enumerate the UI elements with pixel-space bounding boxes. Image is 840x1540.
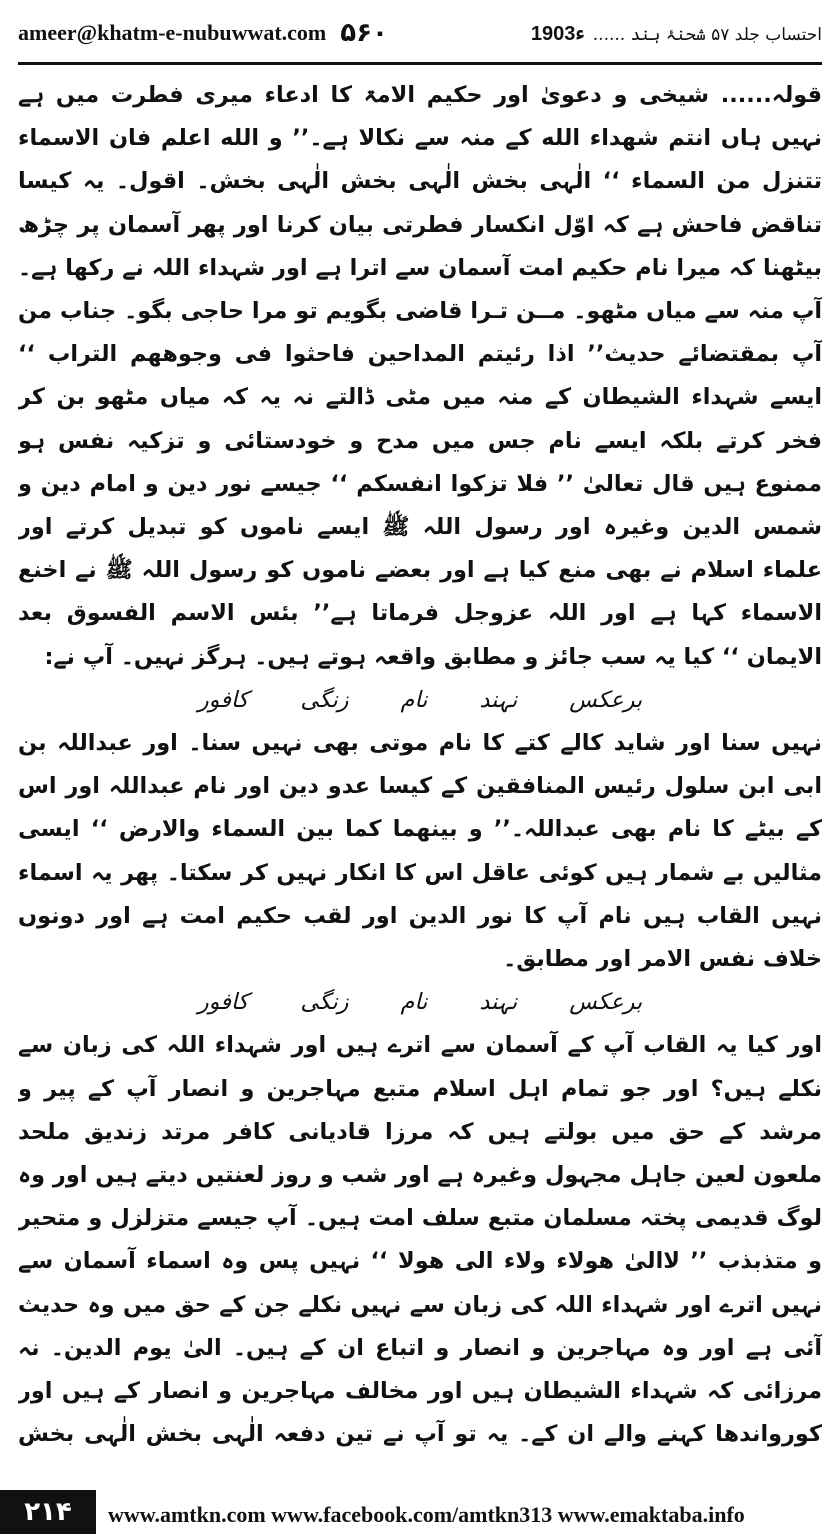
verse-word: برعکس [569,989,643,1016]
verse-word: زنگی [300,989,349,1016]
header-right [531,21,822,46]
header-page-number: ۵۶۰ [340,18,388,48]
header-divider [18,62,822,65]
verse-word: نام [400,989,428,1016]
paragraph-2: نہیں سنا اور شاید کالے کتے کا نام موتی بھی نہیں سنا۔ اور عبداللہ بن ابی ابن سلول رئیس المنافقین کے کیسا عدو دین اور نام عبداللہ اور اس کے بیٹے کا نام بھی عبداللہ۔’’ و بینھما کما بین السماء والارض ‘‘ ایسی مثالیں بے شمار ہیں کوئی عاقل اس کا انکار نہیں کر سکتا۔ پھر یہ اسماء نہیں القاب ہیں نام آپ کا نور الدین اور لقب حکیم امت ہے اور دونوں خلاف نفس الامر اور مطابق۔ [18,730,822,973]
verse-word: نہند [479,686,518,713]
verse-line-1 [18,679,822,722]
verse-word: برعکس [569,686,643,713]
page-header [18,8,822,58]
page-body [18,74,822,1458]
verse-word: نہند [479,989,518,1016]
page-footer [0,1488,840,1540]
paragraph-3: اور کیا یہ القاب آپ کے آسمان سے اترے ہیں اور شہداء اللہ کی زبان سے نکلے ہیں؟ اور جو تمام اہل اسلام متبع مہاجرین و انصار آپ کے پیر و مرشد کے حق میں بولتے ہیں کہ مرزا قادیانی کافر مرتد زندیق ملحد ملعون لعین جاہل مجہول وغیرہ ہے اور شب و روز لعنتیں دیتے ہیں اور وہ لوگ قدیمی پختہ مسلمان متبع سلف امت ہیں۔ آپ جیسے متزلزل و متحیر و متذبذب ’’ لاالیٰ ھولاء ولاء الی ھولا ‘‘ نہیں پس وہ اسماء آسمان سے نہیں اترے اور شہداء اللہ کی زبان سے نہیں نکلے جن کے حق میں وہ حدیث آئی ہے اور وہ مہاجرین و انصار و اتباع ان کے ہیں۔ الیٰ یوم الدین۔ نہ مرزائی کہ شہداء الشیطان ہیں اور مخالف مہاجرین و انصار کے ہیں اور کورواندھا کہنے والے ان کے۔ یہ تو آپ نے تین دفعہ الٰہی بخش الٰہی بخش [18,1032,822,1448]
header-left [18,18,388,48]
verse-line-2 [18,981,822,1024]
verse-word: کافور [197,989,249,1016]
verse-word: کافور [197,686,249,713]
footer-website-links: www.amtkn.com www.facebook.com/amtkn313 www.emaktaba.info [108,1502,745,1527]
header-book-title: احتساب جلد ۵۷ شحنۂ ہند ...... [592,24,822,45]
header-year: 1903ء [530,22,585,45]
paragraph-1: قولہ...... شیخی و دعویٰ اور حکیم الامۃ کا ادعاء میری فطرت میں ہے نہیں ہاں انتم شھداء الله کے منہ سے نکالا ہے۔’’ و الله اعلم فان الاسماء تتنزل من السماء ‘‘ الٰہی بخش الٰہی بخش الٰہی بخش۔ اقول۔ یہ کیسا تناقض فاحش ہے کہ اوّل انکسار فطرتی بیان کرنا اور پھر آسمان پر چڑھ بیٹھنا کہ میرا نام حکیم امت آسمان سے اترا ہے اور شہداء اللہ نے رکھا ہے۔ آپ منہ سے میاں مٹھو۔ مــن تـرا قاضی بگویم تو مرا حاجی بگو۔ جناب من آپ بمقتضائے حدیث’’ اذا رئیتم المداحین فاحثوا فی وجوھھم التراب ‘‘ ایسے شہداء الشیطان کے منہ میں مٹی ڈالتے نہ یہ کہ میاں مٹھو بن کر فخر کرتے بلکہ ایسے نام جس میں مدح و خودستائی و تزکیہ نفس ہو ممنوع ہیں قال تعالیٰ ’’ فلا تزکوا انفسکم ‘‘ جیسے نور دین و امام دین و شمس الدین وغیرہ اور رسول اللہ ﷺ ایسے ناموں کو تبدیل کرتے اور علماء اسلام نے بھی منع کیا ہے اور بعضے ناموں کو رسول اللہ ﷺ نے اخنع الاسماء کہا ہے اور اللہ عزوجل فرماتا ہے’’ بئس الاسم الفسوق بعد الایمان ‘‘ کیا یہ سب جائز و مطابق واقعہ ہوتے ہیں۔ ہرگز نہیں۔ آپ نے: [18,82,822,670]
header-email: ameer@khatm-e-nubuwwat.com [18,20,327,45]
verse-word: زنگی [300,686,349,713]
footer-page-number: ۲۱۴ [0,1490,96,1534]
verse-word: نام [400,686,428,713]
